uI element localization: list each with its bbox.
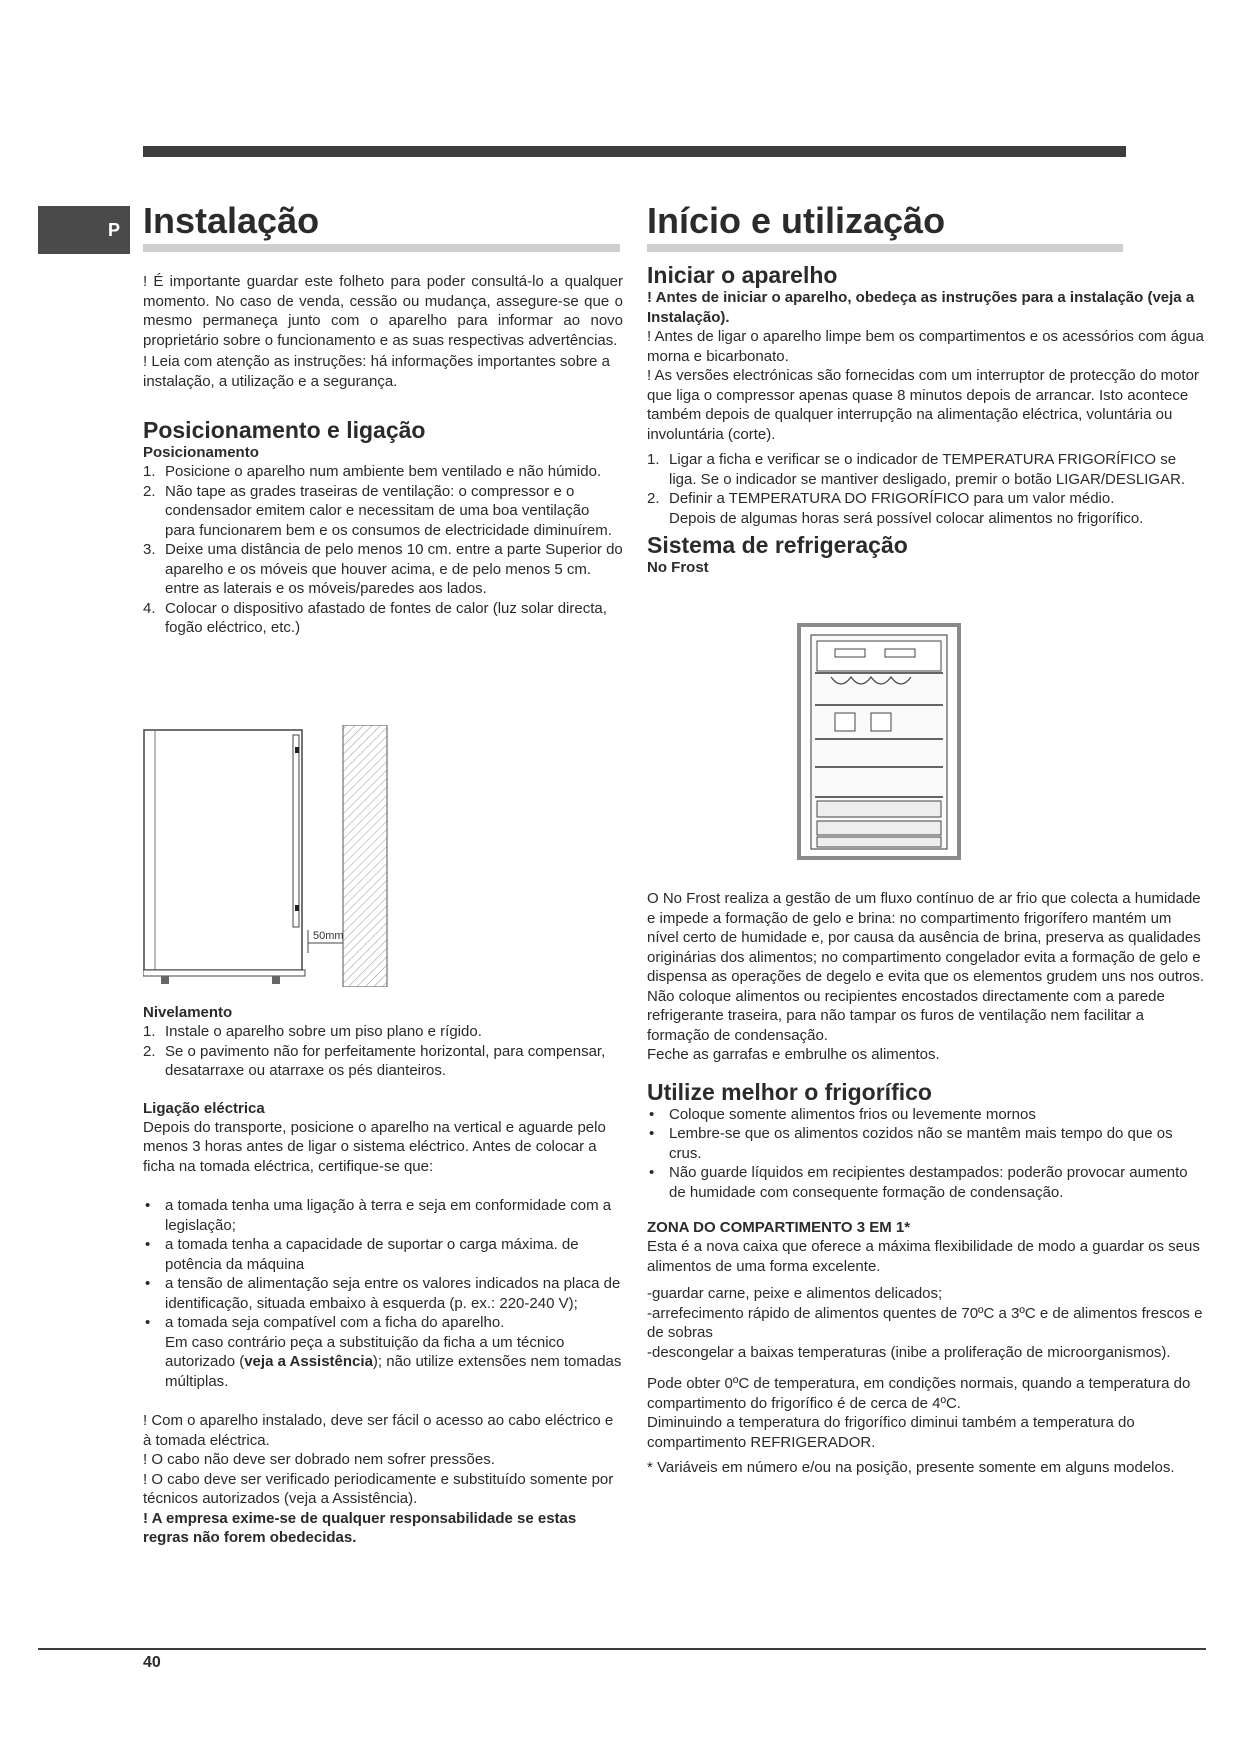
list-item: 4. Colocar o dispositivo afastado de fontes de calor (luz solar directa, fogão eléctrico, etc.) — [143, 599, 607, 636]
installation-column — [143, 200, 623, 638]
zone-line: -arrefecimento rápido de alimentos quentes de 70ºC a 3ºC e de alimentos frescos e de sobras — [647, 1304, 1203, 1341]
start-paragraph-1: ! Antes de ligar o aparelho limpe bem os compartimentos e os acessórios com água morna e bicarbonato. — [647, 328, 1204, 365]
positioning-heading: Posicionamento e ligação — [143, 417, 426, 443]
fridge-shelves-icon — [801, 627, 957, 856]
list-item: • a tomada seja compatível com a ficha do aparelho. — [143, 1313, 623, 1333]
list-item: 2. Se o pavimento não for perfeitamente horizontal, para compensar, desatarraxe ou atarraxe os pés dianteiros. — [143, 1042, 606, 1079]
zone-line: -guardar carne, peixe e alimentos delicados; — [647, 1285, 943, 1302]
footnote: * Variáveis em número e/ou na posição, presente somente em alguns modelos. — [647, 1459, 1175, 1476]
language-tab: P — [38, 206, 130, 254]
nofrost-paragraph-3: Feche as garrafas e embrulhe os alimentos. — [647, 1046, 940, 1063]
list-item: 2. Definir a TEMPERATURA DO FRIGORÍFICO para um valor médio. — [647, 490, 1115, 507]
nofrost-and-usage — [647, 889, 1207, 1478]
top-rule — [143, 146, 1126, 157]
installation-diagram — [143, 725, 388, 987]
installation-title: Instalação — [143, 200, 620, 252]
gap-label: 50mm — [313, 930, 344, 942]
list-item: Depois de algumas horas será possível colocar alimentos no frigorífico. — [669, 509, 1144, 527]
positioning-list — [143, 462, 623, 638]
list-item: 1. Posicione o aparelho num ambiente bem ventilado e não húmido. — [143, 463, 602, 480]
intro-paragraph-2: ! Leia com atenção as instruções: há informações importantes sobre a instalação, a utilização e a segurança. — [143, 353, 610, 390]
list-item: 1. Instale o aparelho sobre um piso plano e rígido. — [143, 1023, 482, 1040]
list-item: 2. Não tape as grades traseiras de ventilação: o compressor e o condensador emitem calor e necessitam de uma boa ventilação para funcionarem bem e os consumos de electricidade diminuírem. — [143, 482, 612, 539]
page-number: 40 — [143, 1654, 161, 1671]
intro-paragraph: ! É importante guardar este folheto para poder consultá-lo a qualquer momento. No caso de venda, cessão ou mudança, assegure-se que o mesmo permaneça junto com o aparelho para informar ao novo proprietário sobre o funcionamento e as suas respectivas advertências. — [143, 273, 623, 349]
zone-heading: ZONA DO COMPARTIMENTO 3 EM 1* — [647, 1219, 911, 1236]
warning-4: ! A empresa exime-se de qualquer responsabilidade se estas regras não forem obedecidas. — [143, 1509, 577, 1546]
electric-paragraph: Depois do transporte, posicione o aparelho na vertical e aguarde pelo menos 3 horas antes de ligar o sistema eléctrico. Antes de colocar a ficha na tomada eléctrica, certifique-se que: — [143, 1118, 606, 1175]
zone-paragraph-1: Esta é a nova caixa que oferece a máxima flexibilidade de modo a guardar os seus alimentos de uma forma excelente. — [647, 1238, 1200, 1275]
warning-2: ! O cabo não deve ser dobrado nem sofrer pressões. — [143, 1451, 495, 1468]
start-bold-note: ! Antes de iniciar o aparelho, obedeça as instruções para a instalação (veja a Instalação). — [647, 289, 1195, 326]
zone-line: -descongelar a baixas temperaturas (inibe a proliferação de microorganismos). — [647, 1343, 1171, 1361]
list-item: • Lembre-se que os alimentos cozidos não se mantêm mais tempo do que os crus. — [647, 1124, 1207, 1163]
usage-column — [647, 200, 1207, 577]
warning-3: ! O cabo deve ser verificado periodicamente e substituído somente por técnicos autorizados (veja a Assistência). — [143, 1470, 614, 1507]
electric-heading: Ligação eléctrica — [143, 1099, 265, 1117]
list-item: 1. Ligar a ficha e verificar se o indicador de TEMPERATURA FRIGORÍFICO se liga. Se o indicador se mantiver desligado, premir o botão LIGAR/DESLIGAR. — [647, 451, 1186, 488]
list-item: • Coloque somente alimentos frios ou levemente mornos — [647, 1105, 1207, 1125]
zone-paragraph-3: Diminuindo a temperatura do frigorífico diminui também a temperatura do compartimento REFRIGERADOR. — [647, 1414, 1135, 1451]
electric-bullets — [143, 1196, 623, 1333]
best-use-heading: Utilize melhor o frigorífico — [647, 1078, 932, 1105]
nofrost-paragraph-2: Não coloque alimentos ou recipientes encostados directamente com a parede refrigerante traseira, para não tampar os furos de ventilação nem facilitar a formação de condensação. — [647, 987, 1165, 1044]
positioning-subheading: Posicionamento — [143, 444, 259, 461]
leveling-heading: Nivelamento — [143, 1004, 233, 1021]
usage-title: Início e utilização — [647, 200, 1123, 252]
start-heading: Iniciar o aparelho — [647, 262, 838, 288]
zone-paragraph-2: Pode obter 0ºC de temperatura, em condições normais, quando a temperatura do compartimento do frigorífico é de cerca de 4ºC. — [647, 1375, 1191, 1412]
electric-note: Em caso contrário peça a substituição da ficha a um técnico autorizado (veja a Assistência); não utilize extensões nem tomadas múltiplas. — [165, 1333, 622, 1390]
nofrost-paragraph: O No Frost realiza a gestão de um fluxo contínuo de ar frio que colecta a humidade e impede a formação de gelo e brina: no compartimento frigorífero mantém um nível certo de humidade e, por causa da ausência de brina, preserva as qualidades originárias dos alimentos; no compartimento congelador evita a formação de gelo e dispensa as operações de degelo e evita que os elementos grudem uns nos outros. — [647, 890, 1205, 985]
list-item: • Não guarde líquidos em recipientes destampados: poderão provocar aumento de humidade com consequente formação de condensação. — [647, 1163, 1207, 1202]
start-list — [647, 450, 1207, 528]
list-item: • a tensão de alimentação seja entre os valores indicados na placa de identificação, situada embaixo à esquerda (p. ex.: 220-240 V); — [143, 1274, 623, 1313]
best-use-bullets — [647, 1105, 1207, 1203]
leveling-list — [143, 1022, 623, 1081]
nofrost-label: No Frost — [647, 559, 709, 576]
list-item: • a tomada tenha uma ligação à terra e seja em conformidade com a legislação; — [143, 1196, 623, 1235]
leveling-and-electric — [143, 1003, 623, 1548]
list-item: 3. Deixe uma distância de pelo menos 10 cm. entre a parte Superior do aparelho e os móveis que houver acima, e de pelo menos 5 cm. entre as laterais e os móveis/paredes aos lados. — [143, 541, 623, 597]
list-item: • a tomada tenha a capacidade de suportar o carga máxima. de potência da máquina — [143, 1235, 623, 1274]
fridge-interior-diagram — [797, 623, 961, 860]
warning-1: ! Com o aparelho instalado, deve ser fácil o acesso ao cabo eléctrico e à tomada eléctrica. — [143, 1412, 614, 1449]
cooling-heading: Sistema de refrigeração — [647, 532, 908, 558]
start-paragraph-2: ! As versões electrónicas são fornecidas com um interruptor de protecção do motor que liga o compressor apenas quase 8 minutos depois de arrancar. Isto acontece também depois de qualquer interrupção na alimentação eléctrica, voluntária ou involuntária (corte). — [647, 367, 1199, 443]
bottom-rule — [38, 1648, 1206, 1650]
